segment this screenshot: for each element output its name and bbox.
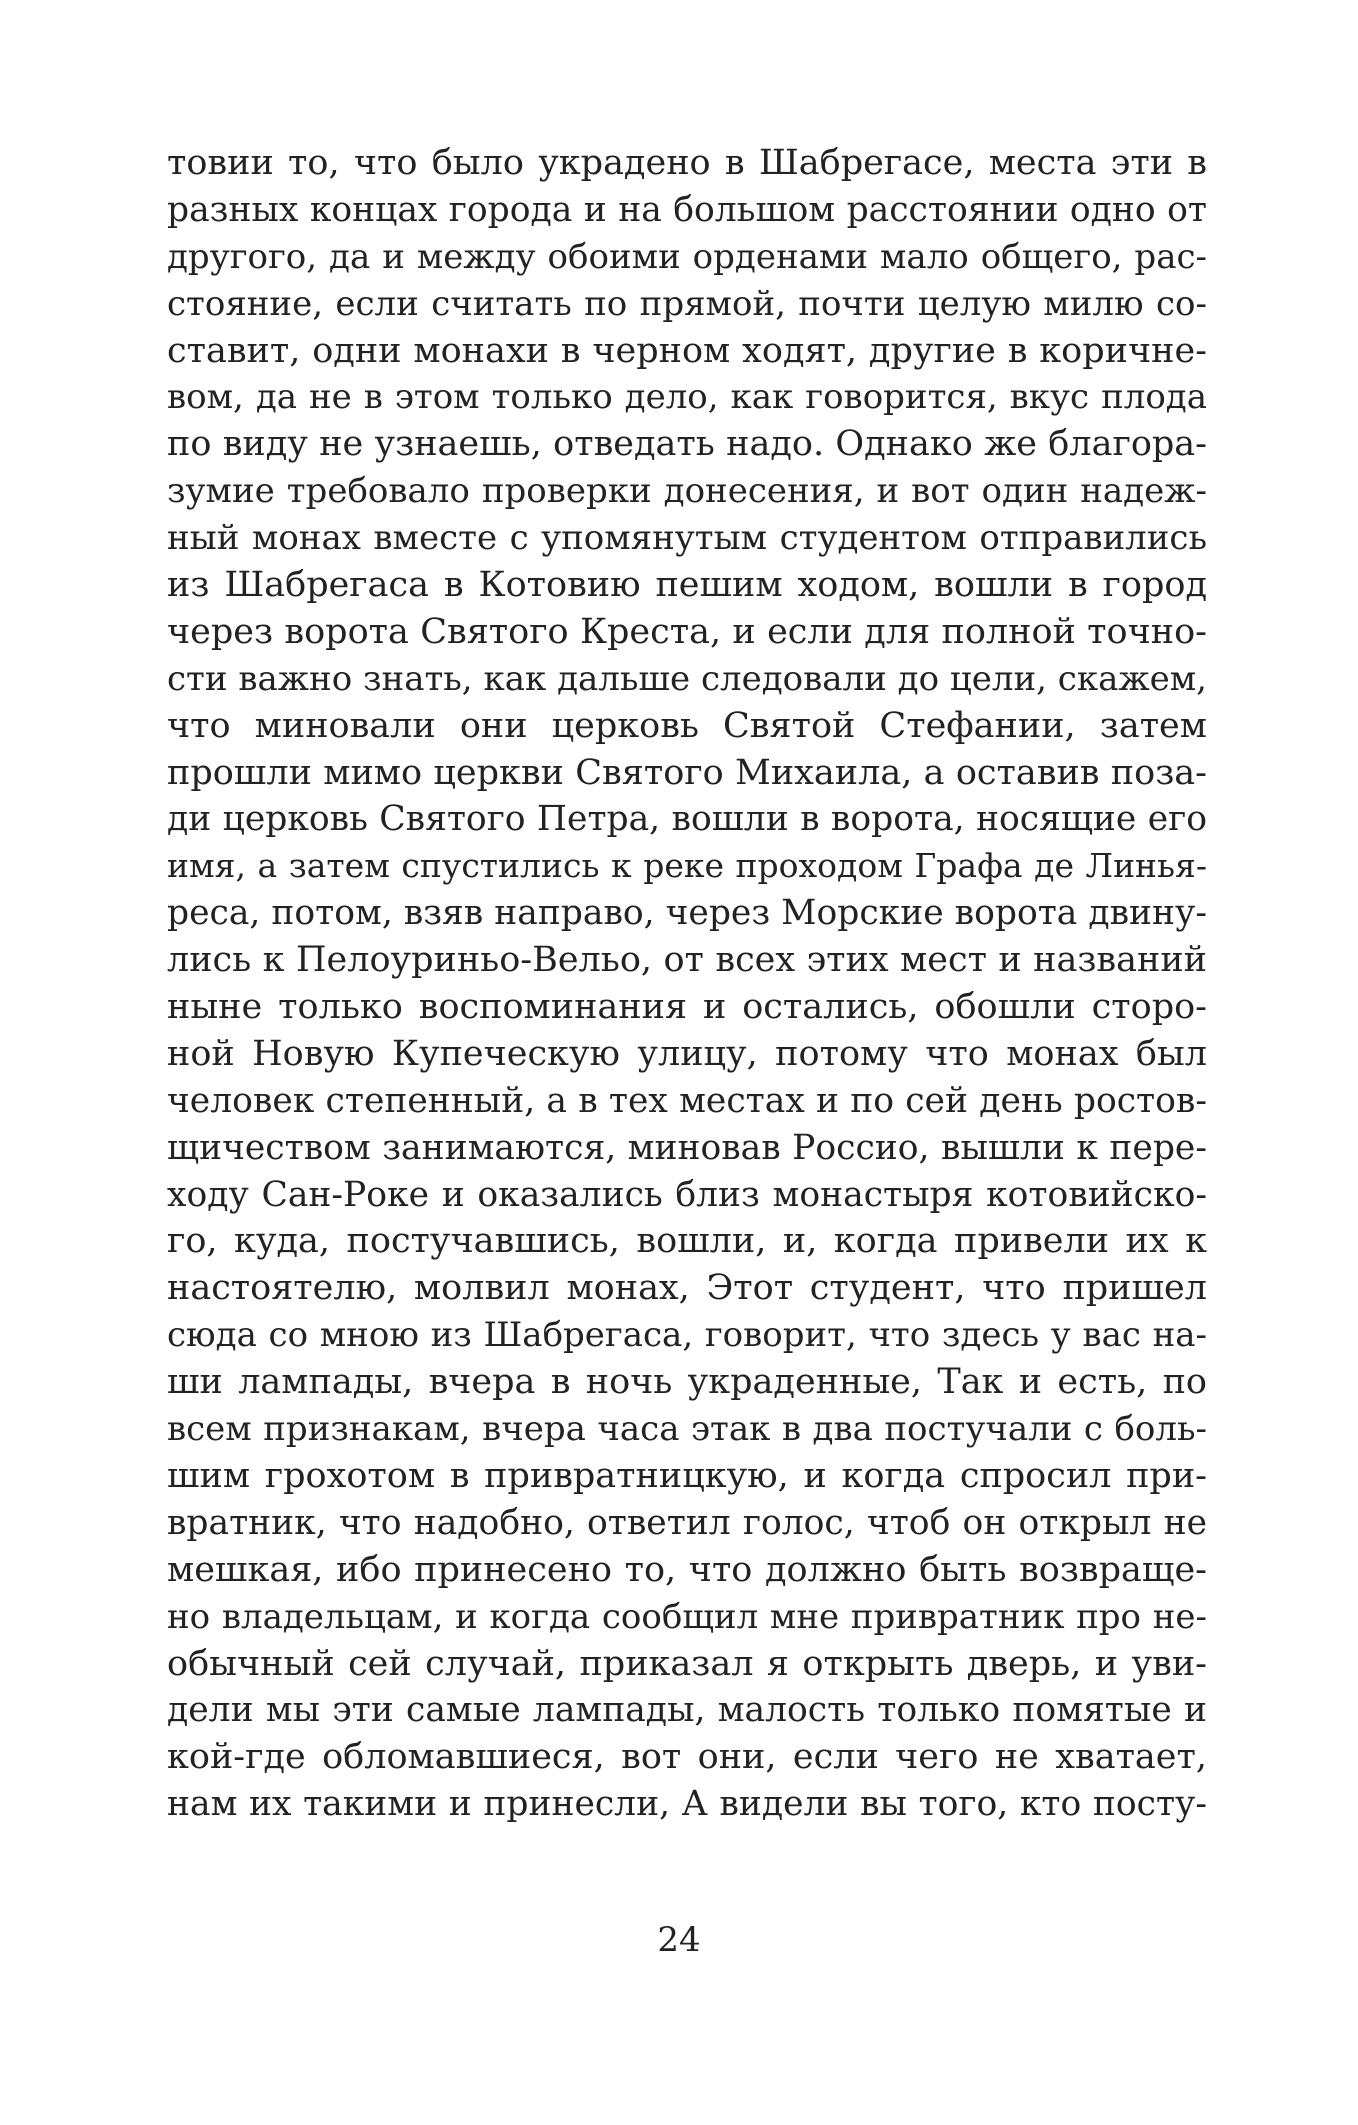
text-line: человек степенный, а в тех местах и по сей день ростов-	[167, 1080, 1207, 1121]
text-line: вом, да не в этом только дело, как говорится, вкус плода	[167, 377, 1207, 418]
text-line: зумие требовало проверки донесения, и вот один надеж-	[167, 471, 1207, 512]
text-line: сюда со мною из Шабрегаса, говорит, что здесь у вас на-	[167, 1315, 1207, 1356]
text-line: всем признакам, вчера часа этак в два постучали с боль-	[167, 1409, 1207, 1450]
text-line: ный монах вместе с упомянутым студентом отправились	[167, 518, 1207, 559]
text-line: реса, потом, взяв направо, через Морские ворота двину-	[167, 893, 1207, 934]
text-line: ди церковь Святого Петра, вошли в ворота, носящие его	[167, 799, 1207, 840]
text-line: го, куда, постучавшись, вошли, и, когда привели их к	[167, 1221, 1207, 1262]
text-line: настоятелю, молвил монах, Этот студент, что пришел	[167, 1268, 1207, 1309]
text-line: кой-где обломавшиеся, вот они, если чего не хватает,	[167, 1737, 1207, 1778]
text-line: обычный сей случай, приказал я открыть дверь, и уви-	[167, 1643, 1207, 1684]
page-number: 24	[657, 1920, 701, 1960]
text-line: ныне только воспоминания и остались, обошли сторо-	[167, 987, 1207, 1028]
text-line: другого, да и между обоими орденами мало общего, рас-	[167, 236, 1207, 277]
text-line: ставит, одни монахи в черном ходят, другие в коричне-	[167, 330, 1207, 371]
text-line: дели мы эти самые лампады, малость только помятые и	[167, 1690, 1207, 1731]
text-line: стояние, если считать по прямой, почти целую милю со-	[167, 283, 1207, 324]
text-line: ной Новую Купеческую улицу, потому что монах был	[167, 1033, 1207, 1074]
text-line: шим грохотом в привратницкую, и когда спросил при-	[167, 1455, 1207, 1496]
text-line: щичеством занимаются, миновав Россио, вышли к пере-	[167, 1127, 1207, 1168]
text-line: ши лампады, вчера в ночь украденные, Так и есть, по	[167, 1362, 1207, 1403]
text-line: разных концах города и на большом расстоянии одно от	[167, 189, 1207, 230]
text-line: товии то, что было украдено в Шабрегасе, места эти в	[167, 143, 1207, 183]
text-line: ходу Сан-Роке и оказались близ монастыря котовийско-	[167, 1174, 1207, 1215]
text-line: вратник, что надобно, ответил голос, чтоб он открыл не	[167, 1502, 1207, 1543]
text-line: лись к Пелоуриньо-Вельо, от всех этих мест и названий	[167, 940, 1207, 981]
body-text	[167, 140, 1207, 1828]
text-line: мешкая, ибо принесено то, что должно быть возвраще-	[167, 1549, 1207, 1590]
text-line: прошли мимо церкви Святого Михаила, а оставив поза-	[167, 752, 1207, 793]
text-line: что миновали они церковь Святой Стефании, затем	[167, 705, 1207, 746]
text-line: но владельцам, и когда сообщил мне привратник про не-	[167, 1596, 1207, 1637]
text-line: сти важно знать, как дальше следовали до цели, скажем,	[167, 658, 1207, 699]
text-line: нам их такими и принесли, А видели вы того, кто посту-	[167, 1784, 1207, 1825]
text-line: по виду не узнаешь, отведать надо. Однако же благора-	[167, 424, 1207, 465]
text-line: через ворота Святого Креста, и если для полной точно-	[167, 611, 1207, 652]
text-line: из Шабрегаса в Котовию пешим ходом, вошли в город	[167, 565, 1207, 606]
text-line: имя, а затем спустились к реке проходом Графа де Линья-	[167, 846, 1207, 886]
